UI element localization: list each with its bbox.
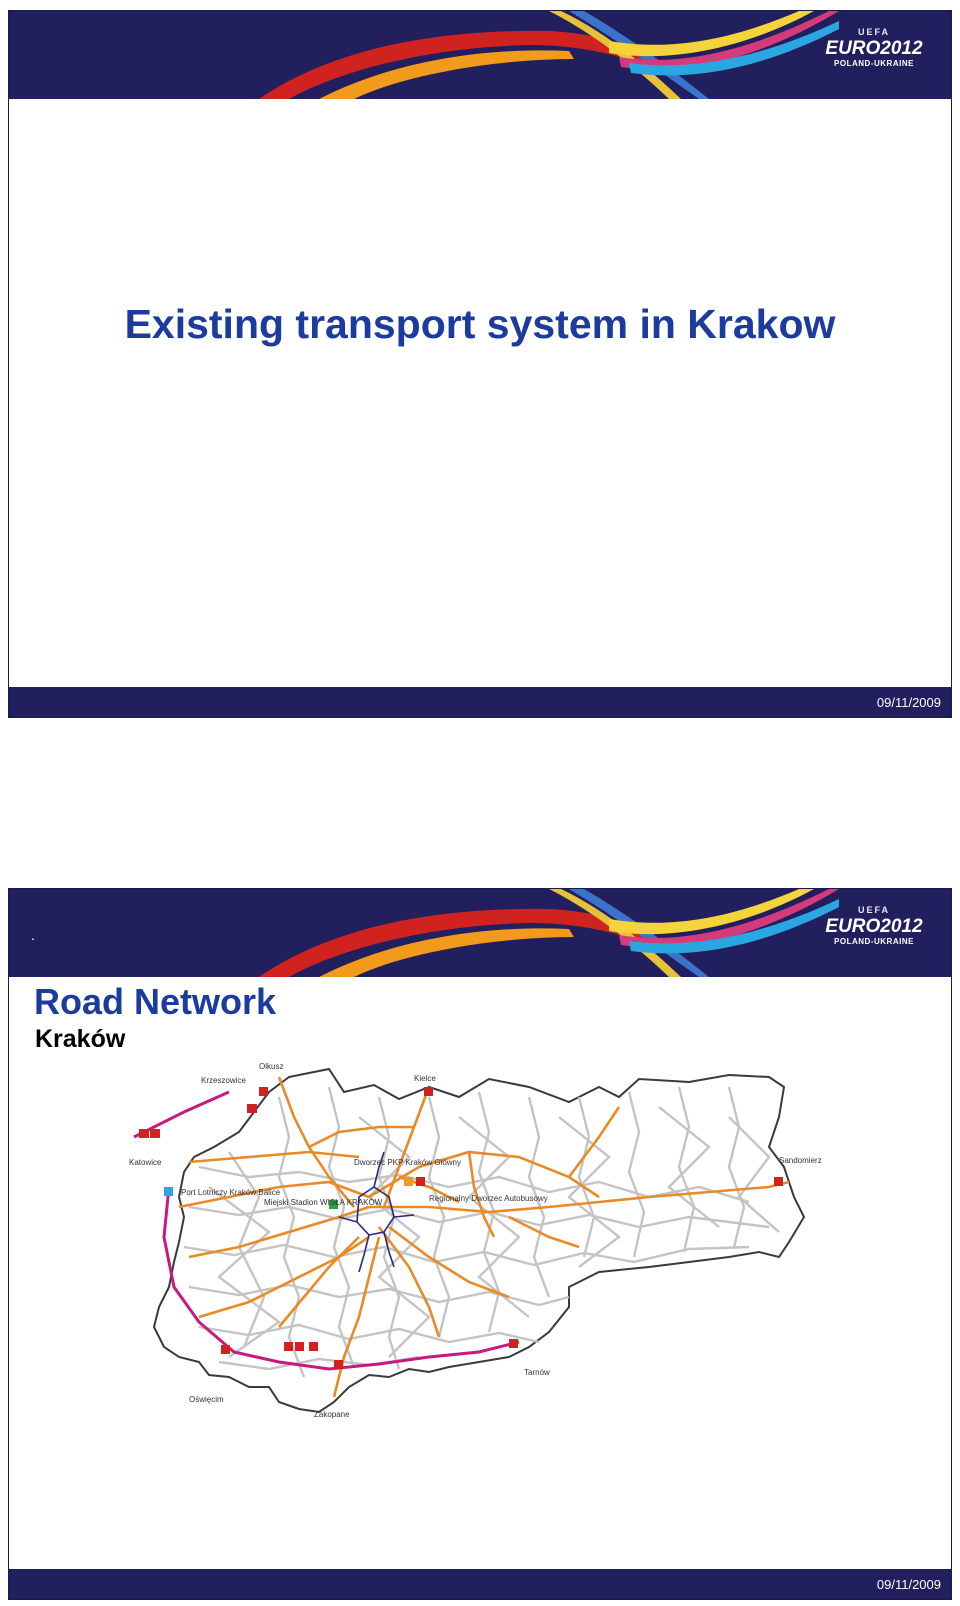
footer-bar — [9, 1569, 951, 1599]
label-zakopane: Zakopane — [314, 1410, 350, 1419]
euro2012-logo — [819, 27, 929, 68]
label-stadium: Miejski Stadion WISŁA KRAKÓW — [264, 1198, 383, 1207]
footer-bar — [9, 687, 951, 717]
bullet-dot: . — [31, 927, 35, 943]
slide-road-network — [8, 888, 952, 1600]
logo-host-text: POLAND-UKRAINE — [834, 937, 914, 946]
logo-uefa-text: UEFA — [857, 27, 890, 37]
logo-euro-text: EURO2012 — [825, 38, 923, 59]
header-banner — [9, 889, 951, 977]
ribbon-swoosh — [9, 889, 951, 977]
logo-euro-text: EURO2012 — [825, 916, 923, 937]
label-oswiecim: Oświęcim — [189, 1395, 224, 1404]
logo-host-text: POLAND-UKRAINE — [834, 59, 914, 68]
label-katowice: Katowice — [129, 1158, 162, 1167]
slide-title-text: Road Network — [34, 981, 277, 1022]
krakow-road-map — [129, 1057, 849, 1447]
footer-date: 09/11/2009 — [876, 1577, 941, 1592]
euro2012-logo — [819, 905, 929, 946]
slide-title — [8, 10, 952, 718]
city-boundary — [154, 1069, 804, 1412]
slide-title-text: Existing transport system in Krakow — [124, 301, 836, 347]
ribbon-swoosh — [9, 11, 951, 99]
label-bus-station: Regionalny Dworzec Autobusowy — [429, 1194, 548, 1203]
label-sandomierz: Sandomierz — [779, 1156, 822, 1165]
logo-uefa-text: UEFA — [857, 905, 890, 915]
label-olkusz: Olkusz — [259, 1062, 284, 1071]
label-airport: Port Lotniczy Kraków Balice — [181, 1188, 281, 1197]
slide-subtitle-text: Kraków — [35, 1025, 126, 1053]
label-tarnow: Tarnów — [524, 1368, 550, 1377]
header-banner — [9, 11, 951, 99]
label-kielce: Kielce — [414, 1074, 436, 1083]
label-station: Dworzec PKP Kraków Główny — [354, 1158, 461, 1167]
footer-date: 09/11/2009 — [876, 695, 941, 710]
label-krzeszowice: Krzeszowice — [201, 1076, 246, 1085]
